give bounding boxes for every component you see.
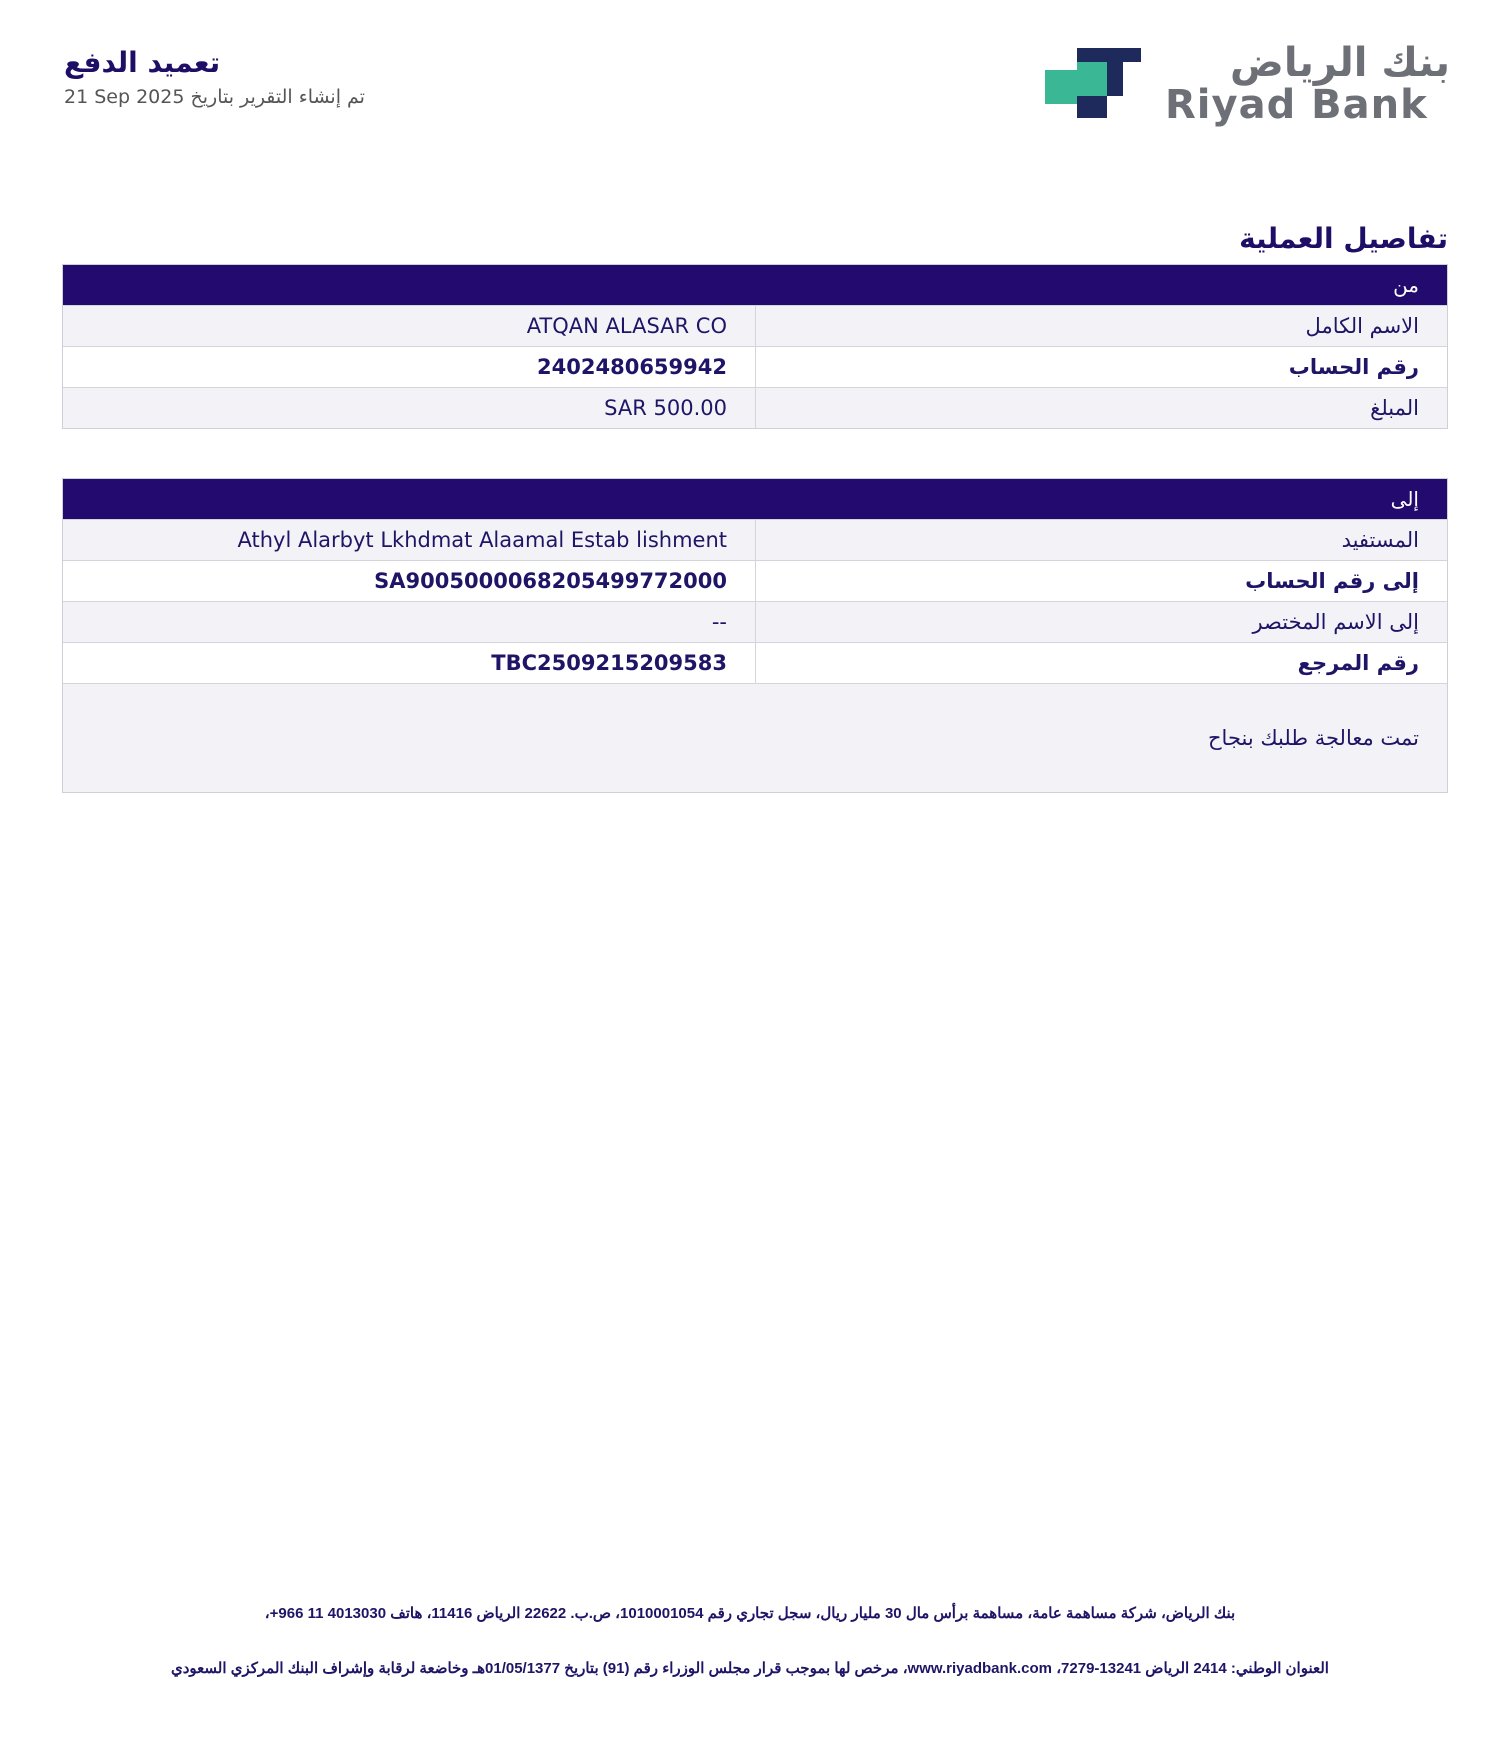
to-account-number-value: SA9005000068205499772000 (63, 561, 756, 601)
table-row (63, 601, 1447, 642)
full-name-value: ATQAN ALASAR CO (63, 306, 756, 346)
from-card-heading: من (63, 265, 1447, 305)
account-number-value: 2402480659942 (63, 347, 756, 387)
to-short-name-value: -- (63, 602, 756, 642)
report-date-value: 21 Sep 2025 (64, 86, 185, 108)
table-row (63, 305, 1447, 346)
document-title: تعميد الدفع (64, 46, 221, 79)
report-date (64, 84, 564, 110)
from-card (62, 264, 1448, 429)
footer-line-1: بنك الرياض، شركة مساهمة عامة، مساهمة برأس مال 30 مليار ريال، سجل تجاري رقم 1010001054، ص.ب. 22622 الرياض 11416، هاتف 4013030 11 966+، (264, 1605, 1236, 1622)
report-date-label: تم إنشاء التقرير بتاريخ (190, 86, 365, 108)
to-card (62, 478, 1448, 793)
account-number-label: رقم الحساب (1288, 355, 1419, 379)
riyad-bank-logo-mark-icon (1045, 48, 1141, 118)
reference-number-value: TBC2509215209583 (63, 643, 756, 683)
to-card-heading: إلى (63, 479, 1447, 519)
status-message: تمت معالجة طلبك بنجاح (63, 683, 1447, 792)
to-short-name-label: إلى الاسم المختصر (1252, 610, 1419, 634)
riyad-bank-logo (1045, 40, 1450, 128)
logo-english-text: Riyad Bank (1165, 82, 1428, 128)
report-header (64, 46, 564, 110)
table-row (63, 560, 1447, 601)
beneficiary-value: Athyl Alarbyt Lkhdmat Alaamal Estab lishment (63, 520, 756, 560)
reference-number-label: رقم المرجع (1297, 651, 1419, 675)
beneficiary-label: المستفيد (1341, 528, 1419, 552)
footer-line-2: العنوان الوطني: 2414 الرياض 13241-7279، www.riyadbank.com، مرخص لها بموجب قرار مجلس الوزراء رقم (91) بتاريخ 01/05/1377هـ وخاضعة لرقابة وإشراف البنك المركزي السعودي (171, 1660, 1329, 1677)
table-row (63, 387, 1447, 428)
table-row (63, 642, 1447, 683)
table-row (63, 519, 1447, 560)
amount-label: المبلغ (1370, 396, 1419, 420)
full-name-label: الاسم الكامل (1305, 314, 1419, 338)
to-account-number-label: إلى رقم الحساب (1245, 569, 1419, 593)
transaction-details-title: تفاصيل العملية (1239, 222, 1448, 255)
logo-arabic-text: بنك الرياض (1230, 40, 1450, 86)
table-row (63, 346, 1447, 387)
amount-value: SAR 500.00 (63, 388, 756, 428)
